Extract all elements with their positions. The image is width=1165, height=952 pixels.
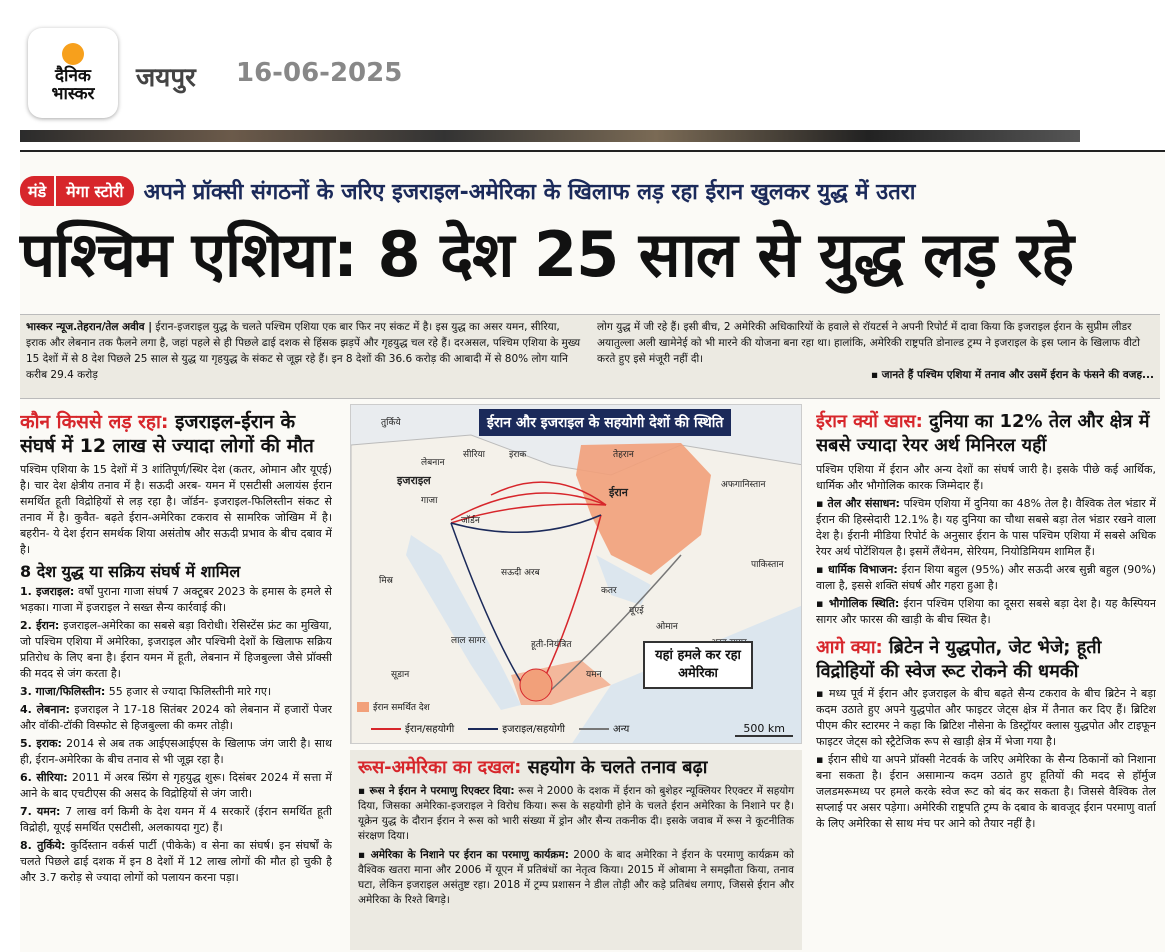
photo-strip	[20, 130, 1080, 142]
mega-story-tag: मेगा स्टोरी	[56, 176, 133, 206]
list-item: ▪ धार्मिक विभाजन: ईरान शिया बहुल (95%) और सऊदी अरब सुन्नी बहुल (90%) वाला है, इससे शक्ति संघर्ष और गहरा हुआ है।	[816, 563, 1156, 592]
list-item: 1. इजराइल: वर्षों पुराना गाजा संघर्ष 7 अक्टूबर 2023 के हमास के हमले से भड़का। गाजा में इजराइल ने सख्त सैन्य कार्रवाई की।	[20, 585, 332, 614]
legend-swatch	[357, 702, 369, 712]
list-item: ▪ भौगोलिक स्थिति: ईरान पश्चिम एशिया का दूसरा सबसे बड़ा देश है। यह कैस्पियन सागर और फारस की खाड़ी के बीच स्थित है।	[816, 597, 1156, 626]
list-item: ▪ मध्य पूर्व में ईरान और इजराइल के बीच बढ़ते सैन्य टकराव के बीच ब्रिटेन ने बड़ा कदम उठाते हुए अपने युद्धपोत और फाइटर जेट्स क्षेत्र में तैनात कर दिए हैं। ब्रिटिश पीएम कीर स्टारमर ने कहा कि ब्रिटिश नौसेना के डिस्ट्रॉयर क्लास युद्धपोत और टाइफून फाइटर जेट्स को स्ट्रैटेजिक रूप से खाड़ी क्षेत्र में भेजा गया है।	[816, 687, 1156, 748]
map-label-uae: यूएई	[629, 606, 644, 616]
map-label-houthi: हूती-नियंत्रित	[531, 640, 572, 650]
kicker: अपने प्रॉक्सी संगठनों के जरिए इजराइल-अमेरिका के खिलाफ लड़ रहा ईरान खुलकर युद्ध में उतरा	[143, 180, 916, 205]
map-label-sudan: सूडान	[391, 670, 410, 680]
legend-iran: ईरान/सहयोगी	[371, 721, 454, 735]
russia-us-box	[350, 750, 802, 950]
map-label-saudi: सऊदी अरब	[501, 568, 540, 578]
intro-col-1: भास्कर न्यूज.तेहरान/तेल अवीव | ईरान-इजराइल युद्ध के चलते पश्चिम एशिया एक बार फिर नए संकट में है। इस युद्ध का असर यमन, सीरिया, इराक और लेबनान तक फैलने लगा है, जहां पहले से ही पिछले ढाई दशक से हिंसक झड़पें और गृहयुद्ध चल रहे हैं। दरअसल, पश्चिम एशिया के मुख्य 15 देशों में से 8 देश पिछले 25 साल से युद्ध या गृहयुद्ध के संकट से जूझ रहे हैं। इन 8 देशों की 36.6 करोड़ की आबादी में से 80% लोग यानि करीब 29.4 करोड़	[26, 321, 581, 381]
map-label-qatar: कतर	[601, 586, 617, 596]
intro-col-2: लोग युद्ध में जी रहे हैं। इसी बीच, 2 अमेरिकी अधिकारियों के हवाले से रॉयटर्स ने अपनी रिपोर्ट में दावा किया कि इजराइल ईरान के सुप्रीम लीडर अयातुल्ला अली खामेनेई को भी मारने की योजना बना रहा था। हालांकि, अमेरिकी राष्ट्रपति डोनाल्ड ट्रम्प ने इजराइल के इस प्लान के खिलाफ वीटो करते हुए इसे मंजूरी नहीं दी। ▪ जानते हैं पश्चिम एशिया में तनाव और उसमें ईरान के फंसने की वजह...	[597, 321, 1154, 381]
section-title-russia-us: रूस-अमेरिका का दखल: सहयोग के चलते तनाव बढ़ा	[358, 757, 708, 778]
legend-supporters: ईरान समर्थित देश	[357, 700, 430, 713]
list-item: 6. सीरिया: 2011 में अरब स्प्रिंग से गृहयुद्ध शुरू। दिसंबर 2024 में सत्ता में आने के बाद एचटीएस की असद के विद्रोहियों से जंग जारी।	[20, 771, 332, 800]
map-label-lebanon: लेबनान	[421, 458, 445, 468]
legend-israel: इजराइल/सहयोगी	[468, 721, 565, 735]
headline: पश्चिम एशिया: 8 देश 25 साल से युद्ध लड़ रहे	[20, 218, 1074, 291]
paragraph: पश्चिम एशिया में ईरान और अन्य देशों का संघर्ष जारी है। इसके पीछे कई आर्थिक, धार्मिक और भौगोलिक कारक जिम्मेदार हैं।	[816, 463, 1156, 492]
map-label-red-sea: लाल सागर	[451, 636, 486, 646]
subheading: 8 देश युद्ध या सक्रिय संघर्ष में शामिल	[20, 562, 241, 581]
section-title-who-fights: कौन किससे लड़ रहा: इजराइल-ईरान के संघर्ष में 12 लाख से ज्यादा लोगों की मौत	[20, 411, 314, 457]
map-label-israel: इजराइल	[397, 474, 431, 487]
newspaper-page	[20, 150, 1165, 952]
section-title-why-iran: ईरान क्यों खास: दुनिया का 12% तेल और क्षेत्र में सबसे ज्यादा रेयर अर्थ मिनिरल यहीं	[816, 411, 1150, 456]
map-graphic	[351, 405, 802, 744]
list-item: ▪ तेल और संसाधन: पश्चिम एशिया में दुनिया का 48% तेल है। वैश्विक तेल भंडार में ईरान की हिस्सेदारी 12.1% है। यह दुनिया का चौथा सबसे बड़ा तेल भंडार रखने वाला देश है। ईरानी मीडिया रिपोर्ट के अनुसार ईरान के पास पश्चिम एशिया में सबसे अधिक रेयर अर्थ पोटेंशियल है। इसमें लैंथेनम, सेरियम, नियोडिमियम शामिल हैं।	[816, 497, 1156, 558]
list-item: 4. लेबनान: इजराइल ने 17-18 सितंबर 2024 को लेबनान में हजारों पेजर और वॉकी-टॉकी विस्फोट से हिजबुल्ला की कमर तोड़ी।	[20, 703, 332, 732]
read-more-line: ▪ जानते हैं पश्चिम एशिया में तनाव और उसमें ईरान के फंसने की वजह...	[871, 369, 1154, 381]
section-title-what-next: आगे क्या: ब्रिटेन ने युद्धपोत, जेट भेजे; हूती विद्रोहियों की स्वेज रूट रोकने की धमकी	[816, 637, 1102, 682]
map-label-egypt: मिस्र	[379, 576, 393, 586]
paragraph: पश्चिम एशिया के 15 देशों में 3 शांतिपूर्ण/स्थिर देश (कतर, ओमान और यूएई) है। चार देश क्षेत्रीय तनाव में है। सऊदी अरब- यमन में एसटीसी अलायंस ईरान समर्थित हूती विद्रोहियों से लड़ रहा है। जॉर्डन- इजराइल-फिलिस्तीन संकट से तनाव में है। कुवैत- बढ़ते ईरान-अमेरिका टकराव से सामरिक जोखिम में है। बहरीन- ये देश ईरान समर्थक शिया असंतोष और सऊदी प्रभाव के बीच दबाव में है।	[20, 463, 332, 556]
byline: भास्कर न्यूज.तेहरान/तेल अवीव |	[26, 321, 153, 333]
map-scale: 500 km	[735, 722, 793, 737]
story-kicker-row	[20, 174, 915, 208]
paragraph: ▪ अमेरिका के निशाने पर ईरान का परमाणु कार्यक्रम: 2000 के बाद अमेरिका ने ईरान के परमाणु कार्यक्रम को वैश्विक खतरा माना और 2006 में यूएन में प्रतिबंधों का नेतृत्व किया। 2015 में ओबामा ने समझौता किया, तनाव घटा, लेकिन इजराइल असंतुष्ट रहा। 2018 में ट्रम्प प्रशासन ने डील तोड़ी और कड़े प्रतिबंध लगाए, जिससे ईरान और अमेरिका के रिश्ते बिगड़े।	[358, 849, 794, 906]
alliance-map	[350, 404, 802, 744]
list-item: 3. गाजा/फिलिस्तीन: 55 हजार से ज्यादा फिलिस्तीनी मारे गए।	[20, 685, 272, 698]
map-label-tehran: तेहरान	[613, 450, 634, 460]
dainik-bhaskar-logo[interactable]: दैनिक भास्कर	[28, 28, 118, 118]
map-label-jordan: जॉर्डन	[461, 516, 480, 526]
edition-city: जयपुर	[136, 63, 196, 93]
map-label-pakistan: पाकिस्तान	[751, 560, 784, 570]
map-label-turkey: तुर्किये	[381, 418, 401, 428]
list-item: 5. इराक: 2014 से अब तक आईएसआईएस के खिलाफ जंग जारी है। साथ ही, ईरान-अमेरिका के बीच तनाव से भी जूझ रहा है।	[20, 737, 332, 766]
map-label-yemen: यमन	[586, 670, 602, 680]
list-item: ▪ ईरान सीधे या अपने प्रॉक्सी नेटवर्क के जरिए अमेरिका के सैन्य ठिकानों को निशाना बना सकता है। ईरान असामान्य कदम उठाते हुए हूतियों की मदद से हॉर्मुज जलडमरूमध्य पर हमले करके स्वेज रूट को बंद कर सकता है। जिससे वैश्विक तेल सप्लाई पर असर पड़ेगा। अमेरिकी राष्ट्रपति ट्रम्प के दबाव के बावजूद ईरान परमाणु वार्ता के लिए अमेरिका से साथ मंच पर आने को तैयार नहीं है।	[816, 753, 1156, 830]
map-label-iraq: इराक	[509, 450, 527, 460]
left-column	[20, 410, 332, 950]
map-title: ईरान और इजराइल के सहयोगी देशों की स्थिति	[479, 409, 731, 436]
map-label-afghanistan: अफगानिस्तान	[721, 480, 766, 490]
sun-icon	[62, 43, 84, 65]
map-label-iran: ईरान	[609, 486, 628, 499]
paragraph: ▪ रूस ने ईरान ने परमाणु रिएक्टर दिया: रूस ने 2000 के दशक में ईरान को बुशेहर न्यूक्लियर रिएक्टर में सहयोग दिया, जिसका अमेरिका-इजराइल ने विरोध किया। रूस के सहयोगी होने के चलते ईरान अमेरिका के निशाने पर है। यूक्रेन युद्ध के दौरान ईरान ने रूस को भारी संख्या में ड्रोन और सैन्य तकनीक दी। इसके जवाब में रूस ने कूटनीतिक संरक्षण दिया।	[358, 785, 794, 842]
page-header	[0, 0, 1165, 140]
yemen-strike-zone	[520, 669, 552, 701]
right-column	[816, 410, 1156, 950]
monday-tag: मंडे	[20, 176, 54, 206]
legend-other: अन्य	[579, 721, 629, 735]
edition-date: 16-06-2025	[236, 58, 403, 88]
intro-box	[20, 314, 1160, 399]
map-label-oman: ओमान	[656, 622, 678, 632]
map-label-syria: सीरिया	[463, 450, 485, 460]
map-label-gaza: गाजा	[421, 496, 438, 506]
us-strike-callout: यहां हमले कर रहा अमेरिका	[643, 641, 753, 689]
list-item: 7. यमन: 7 लाख वर्ग किमी के देश यमन में 4 सरकारें (ईरान समर्थित हूती विद्रोही, यूएई समर्थित एसटीसी, अलकायदा गुट) हैं।	[20, 805, 332, 834]
list-item: 8. तुर्किये: कुर्दिस्तान वर्कर्स पार्टी (पीकेके) व सेना का संघर्ष। इन संघर्षों के चलते पिछले ढाई दशक में इन 8 देशों में 12 लाख लोगों की मौत हो चुकी है और 3.7 करोड़ से ज्यादा लोगों को पलायन करना पड़ा।	[20, 839, 332, 884]
map-legend	[371, 721, 629, 735]
list-item: 2. ईरान: इजराइल-अमेरिका का सबसे बड़ा विरोधी। रेसिस्टेंस फ्रंट का मुखिया, जो पश्चिम एशिया में अमेरिका, इजराइल और पश्चिमी देशों के खिलाफ सक्रिय प्रतिरोध के लिए बना है। ईरान यमन में हूती, लेबनान में हिजबुल्ला जैसे प्रॉक्सी की मदद से जंग करता है।	[20, 619, 332, 680]
